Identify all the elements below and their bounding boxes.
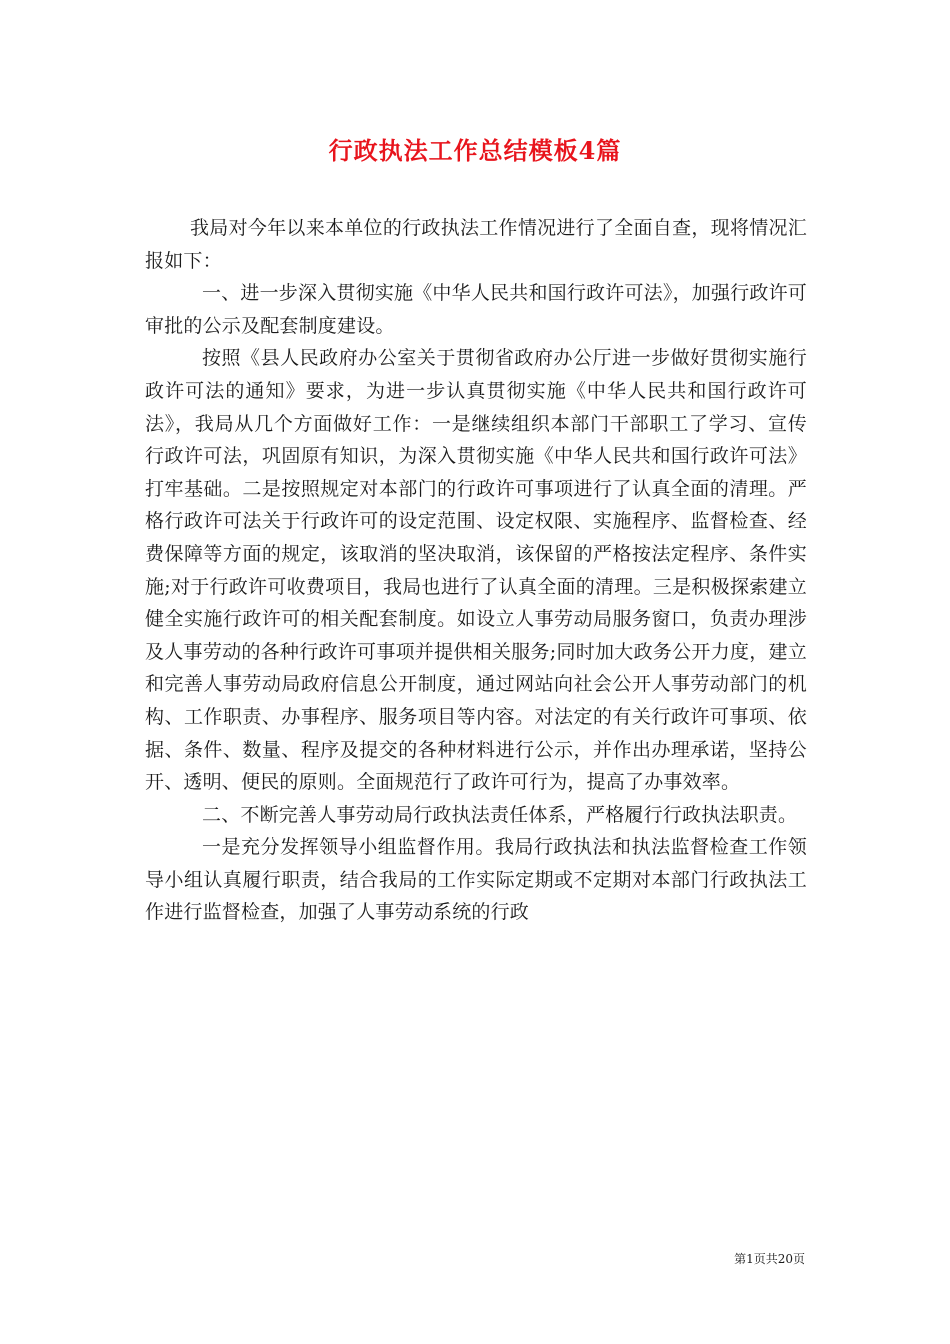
paragraph-section-1-body: 按照《县人民政府办公室关于贯彻省政府办公厅进一步做好贯彻实施行政许可法的通知》要求，为进一步认真贯彻实施《中华人民共和国行政许可法》，我局从几个方面做好工作：一是继续组织本部门干部职工了学习、宣传行政许可法，巩固原有知识，为深入贯彻实施《中华人民共和国行政许可法》打牢基础。二是按照规定对本部门的行政许可事项进行了认真全面的清理。严格行政许可法关于行政许可的设定范围、设定权限、实施程序、监督检查、经费保障等方面的规定，该取消的坚决取消，该保留的严格按法定程序、条件实施;对于行政许可收费项目，我局也进行了认真全面的清理。三是积极探索建立健全实施行政许可的相关配套制度。如设立人事劳动局服务窗口，负责办理涉及人事劳动的各种行政许可事项并提供相关服务;同时加大政务公开力度，建立和完善人事劳动局政府信息公开制度，通过网站向社会公开人事劳动部门的机构、工作职责、办事程序、服务项目等内容。对法定的有关行政许可事项、依据、条件、数量、程序及提交的各种材料进行公示，并作出办理承诺，坚持公开、透明、便民的原则。全面规范行了政许可行为，提高了办事效率。 [145, 347, 807, 794]
document-title: 行政执法工作总结模板4篇 [328, 136, 622, 165]
document-body [145, 212, 807, 929]
page-number: 第1页共20页 [734, 1252, 805, 1266]
paragraph-section-2-body: 一是充分发挥领导小组监督作用。我局行政执法和执法监督检查工作领导小组认真履行职责，结合我局的工作实际定期或不定期对本部门行政执法工作进行监督检查，加强了人事劳动系统的行政 [145, 836, 807, 924]
paragraph-heading-2: 二、不断完善人事劳动局行政执法责任体系，严格履行行政执法职责。 [202, 803, 798, 826]
paragraph-heading-1: 一、进一步深入贯彻实施《中华人民共和国行政许可法》，加强行政许可审批的公示及配套制度建设。 [145, 282, 807, 337]
paragraph-intro: 我局对今年以来本单位的行政执法工作情况进行了全面自查，现将情况汇报如下： [145, 217, 807, 272]
